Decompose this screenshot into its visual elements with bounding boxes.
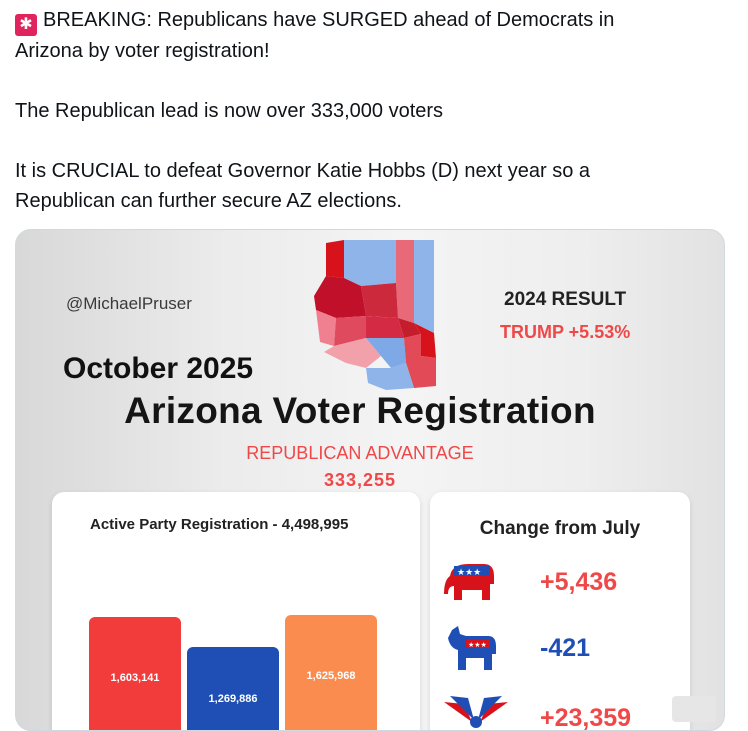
change-card bbox=[430, 492, 690, 731]
bar-0 bbox=[89, 617, 181, 731]
other-change: +23,359 bbox=[540, 704, 632, 731]
registration-card bbox=[52, 492, 420, 731]
tweet-line: Republican can further secure AZ elections. bbox=[15, 190, 402, 212]
registration-title: Active Party Registration - 4,498,995 bbox=[90, 516, 349, 533]
result-value: TRUMP +5.53% bbox=[500, 322, 631, 342]
tweet-image[interactable] bbox=[15, 229, 725, 731]
advantage-label: REPUBLICAN ADVANTAGE bbox=[246, 443, 474, 463]
republican-change: +5,436 bbox=[540, 568, 618, 596]
bar-value-label: 1,625,968 bbox=[306, 670, 356, 682]
democrat-donkey-icon bbox=[444, 624, 500, 674]
result-title: 2024 RESULT bbox=[504, 289, 627, 310]
svg-text:★★★: ★★★ bbox=[457, 568, 482, 578]
bar-value-label: 1,269,886 bbox=[208, 693, 258, 705]
arizona-map bbox=[306, 238, 456, 390]
bar-1 bbox=[187, 647, 279, 731]
bar-value-label: 1,603,141 bbox=[110, 672, 160, 684]
author-handle: @MichaelPruser bbox=[66, 294, 192, 313]
svg-text:★★★: ★★★ bbox=[468, 641, 487, 649]
tweet-line: Arizona by voter registration! bbox=[15, 40, 270, 62]
bar-2 bbox=[285, 615, 377, 731]
tweet-line-text: BREAKING: Republicans have SURGED ahead of Democrats in bbox=[43, 9, 615, 31]
infographic-title: Arizona Voter Registration bbox=[124, 390, 596, 431]
eagle-icon bbox=[444, 692, 508, 731]
tweet-line: It is CRUCIAL to defeat Governor Katie Hobbs (D) next year so a bbox=[15, 160, 591, 182]
republican-elephant-icon bbox=[444, 562, 500, 606]
tweet-line: The Republican lead is now over 333,000 voters bbox=[15, 100, 444, 122]
advantage-value: 333,255 bbox=[323, 470, 397, 490]
change-title: Change from July bbox=[479, 518, 641, 539]
tweet-line bbox=[15, 5, 715, 36]
image-expand-button[interactable] bbox=[672, 696, 716, 722]
report-month: October 2025 bbox=[63, 352, 254, 385]
tweet-text bbox=[15, 5, 715, 216]
siren-icon: ✱ bbox=[15, 14, 37, 36]
registration-bar-chart bbox=[92, 562, 382, 731]
democrat-change: -421 bbox=[540, 634, 591, 662]
